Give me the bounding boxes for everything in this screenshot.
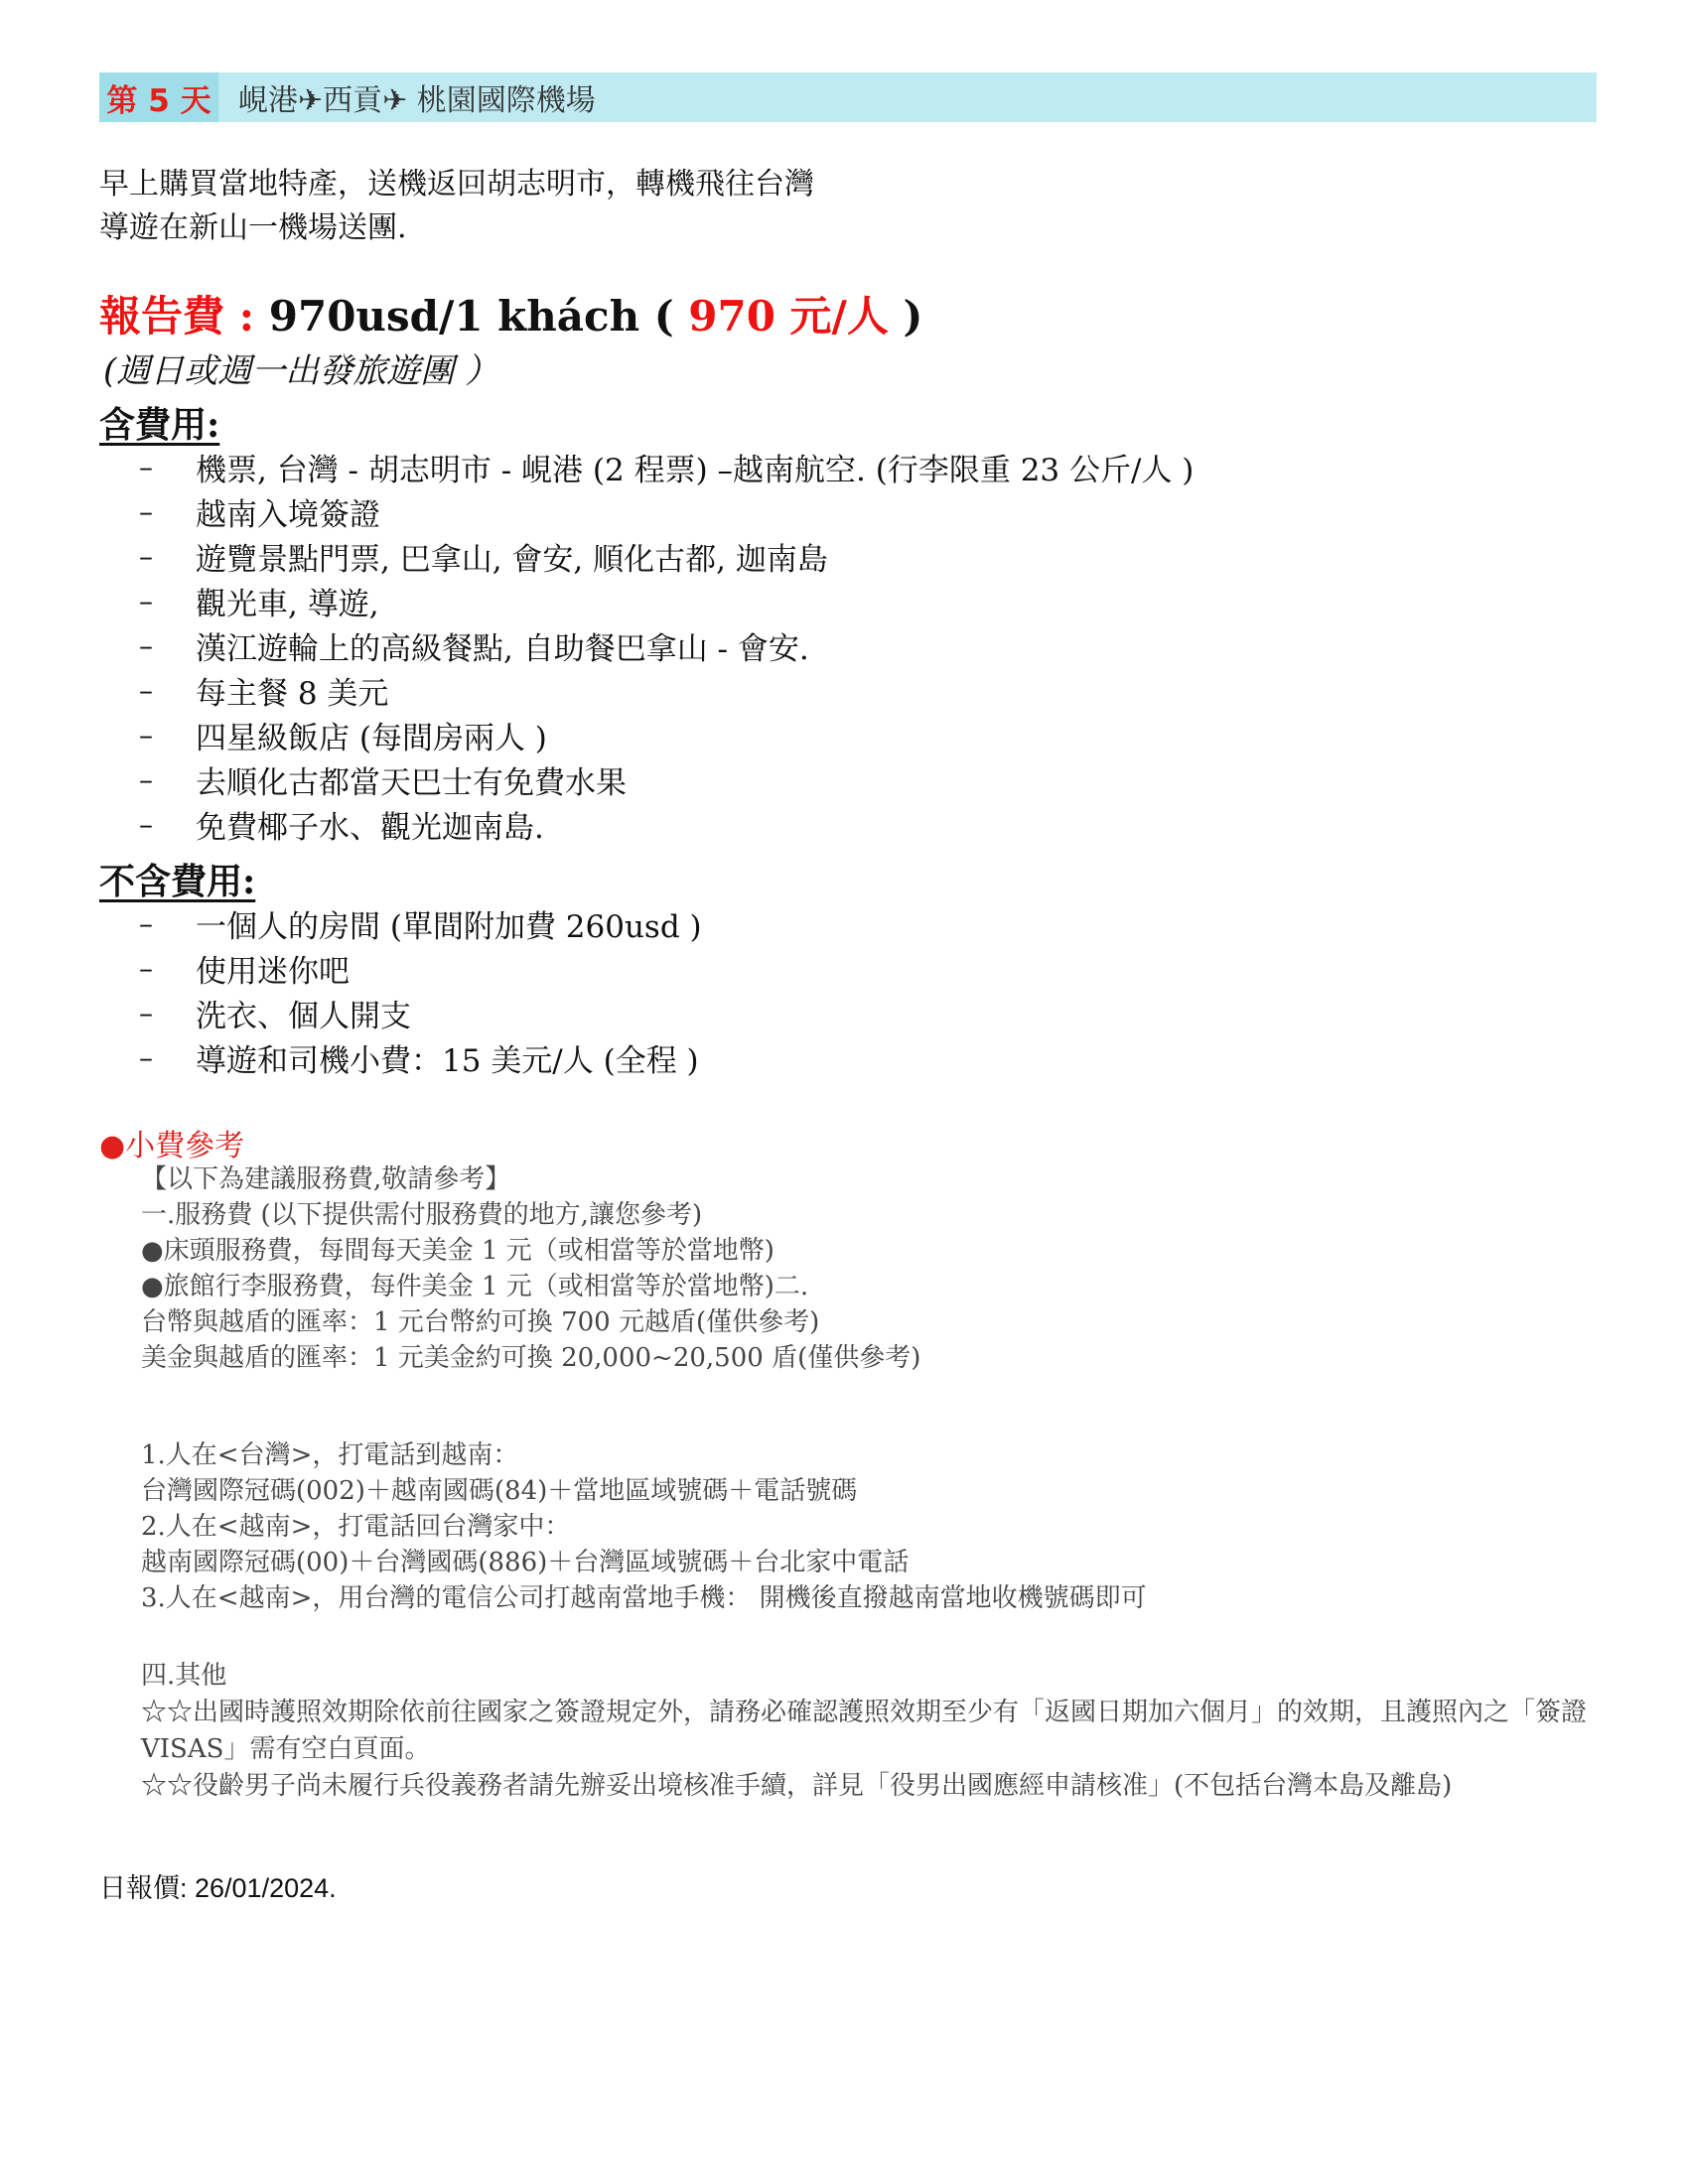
calls-line: 3.人在<越南>，用台灣的電信公司打越南當地手機： 開機後直撥越南當地收機號碼即可 — [141, 1583, 1147, 1613]
day-route: 峴港✈西貢✈ 桃園國際機場 — [238, 83, 596, 118]
description-line: 早上購買當地特產，送機返回胡志明市，轉機飛往台灣 — [99, 167, 814, 202]
day-badge: 第 5 天 — [99, 72, 218, 122]
dash-bullet: – — [139, 808, 153, 841]
tips-line: 一.服務費 (以下提供需付服務費的地方,讓您參考) — [141, 1200, 703, 1230]
calling-instructions — [141, 1437, 1147, 1616]
dash-bullet: – — [139, 540, 153, 573]
excluded-item: 一個人的房間 (單間附加費 260usd ) — [196, 909, 702, 945]
excluded-item: 導遊和司機小費：15 美元/人 (全程 ) — [196, 1043, 699, 1079]
included-item: 四星級飯店 (每間房兩人 ) — [196, 721, 547, 756]
list-item — [139, 489, 1194, 534]
list-item — [139, 623, 1194, 668]
day-header — [99, 72, 1597, 122]
tips-line: ●旅館行李服務費，每件美金 1 元（或相當等於當地幣)二. — [141, 1272, 809, 1301]
list-item — [139, 579, 1194, 623]
list-item — [139, 1035, 702, 1080]
calls-line: 台灣國際冠碼(002)＋越南國碼(84)＋當地區域號碼＋電話號碼 — [141, 1476, 858, 1506]
dash-bullet: – — [139, 451, 153, 483]
tips-line: ●床頭服務費，每間每天美金 1 元（或相當等於當地幣) — [141, 1236, 774, 1266]
dash-bullet: – — [139, 907, 153, 940]
tips-line: 【以下為建議服務費,敬請參考】 — [141, 1164, 511, 1194]
excluded-item: 洗衣、個人開支 — [196, 999, 411, 1034]
excluded-item: 使用迷你吧 — [196, 954, 350, 990]
included-title: 含費用: — [99, 404, 220, 446]
list-item — [139, 991, 702, 1035]
price-line — [99, 284, 922, 343]
list-item — [139, 802, 1194, 847]
dash-bullet: – — [139, 585, 153, 617]
price-close: ) — [888, 292, 923, 341]
other-line: ☆☆役齡男子尚未履行兵役義務者請先辦妥出境核准手續，詳見「役男出國應經申請核准」(不包括台灣本島及離島) — [141, 1771, 1453, 1801]
list-item — [139, 901, 702, 946]
list-item — [139, 445, 1194, 489]
price-amount-red: 970 元/人 — [688, 292, 889, 341]
list-item — [139, 713, 1194, 757]
price-note: (週日或週一出發旅遊團 ） — [103, 351, 499, 391]
dash-bullet: – — [139, 997, 153, 1029]
included-item: 越南入境簽證 — [196, 497, 380, 533]
excluded-list — [139, 901, 702, 1080]
calls-line: 1.人在<台灣>，打電話到越南： — [141, 1440, 519, 1470]
list-item — [139, 757, 1194, 802]
dash-bullet: – — [139, 1041, 153, 1074]
dash-bullet: – — [139, 674, 153, 707]
dash-bullet: – — [139, 952, 153, 985]
other-title: 四.其他 — [141, 1661, 227, 1691]
quote-date: 日報價: 26/01/2024. — [99, 1873, 337, 1903]
included-item: 漢江遊輪上的高級餐點, 自助餐巴拿山 - 會安. — [196, 631, 809, 667]
list-item — [139, 946, 702, 991]
included-item: 觀光車, 導遊, — [196, 587, 379, 622]
tips-title: ●小費參考 — [99, 1129, 245, 1163]
tips-line: 台幣與越盾的匯率：1 元台幣約可換 700 元越盾(僅供參考) — [141, 1307, 820, 1337]
dash-bullet: – — [139, 629, 153, 662]
included-item: 去順化古都當天巴士有免費水果 — [196, 765, 627, 801]
tips-block — [141, 1161, 920, 1376]
price-label: 報告費 : — [99, 292, 255, 341]
list-item — [139, 534, 1194, 579]
list-item — [139, 668, 1194, 713]
excluded-title: 不含費用: — [99, 861, 256, 902]
calls-line: 越南國際冠碼(00)＋台灣國碼(886)＋台灣區域號碼＋台北家中電話 — [141, 1548, 910, 1577]
calls-line: 2.人在<越南>，打電話回台灣家中： — [141, 1512, 571, 1542]
description-line: 導遊在新山一機場送團. — [99, 210, 407, 245]
included-list — [139, 445, 1194, 847]
day-description — [99, 163, 814, 250]
price-amount: 970usd/1 khách ( — [254, 292, 689, 341]
dash-bullet: – — [139, 763, 153, 796]
included-item: 機票, 台灣 - 胡志明市 - 峴港 (2 程票) –越南航空. (行李限重 23 公斤/人 ) — [196, 453, 1195, 488]
other-notes — [141, 1658, 1675, 1805]
dash-bullet: – — [139, 719, 153, 751]
included-item: 每主餐 8 美元 — [196, 676, 389, 712]
dash-bullet: – — [139, 495, 153, 528]
included-item: 免費椰子水、觀光迦南島. — [196, 810, 544, 846]
included-item: 遊覽景點門票, 巴拿山, 會安, 順化古都, 迦南島 — [196, 542, 828, 578]
tips-line: 美金與越盾的匯率：1 元美金約可換 20,000~20,500 盾(僅供參考) — [141, 1343, 921, 1373]
other-line: ☆☆出國時護照效期除依前往國家之簽證規定外，請務必確認護照效期至少有「返國日期加六個月」的效期，且護照內之「簽證 VISAS」需有空白頁面。 — [141, 1698, 1588, 1764]
